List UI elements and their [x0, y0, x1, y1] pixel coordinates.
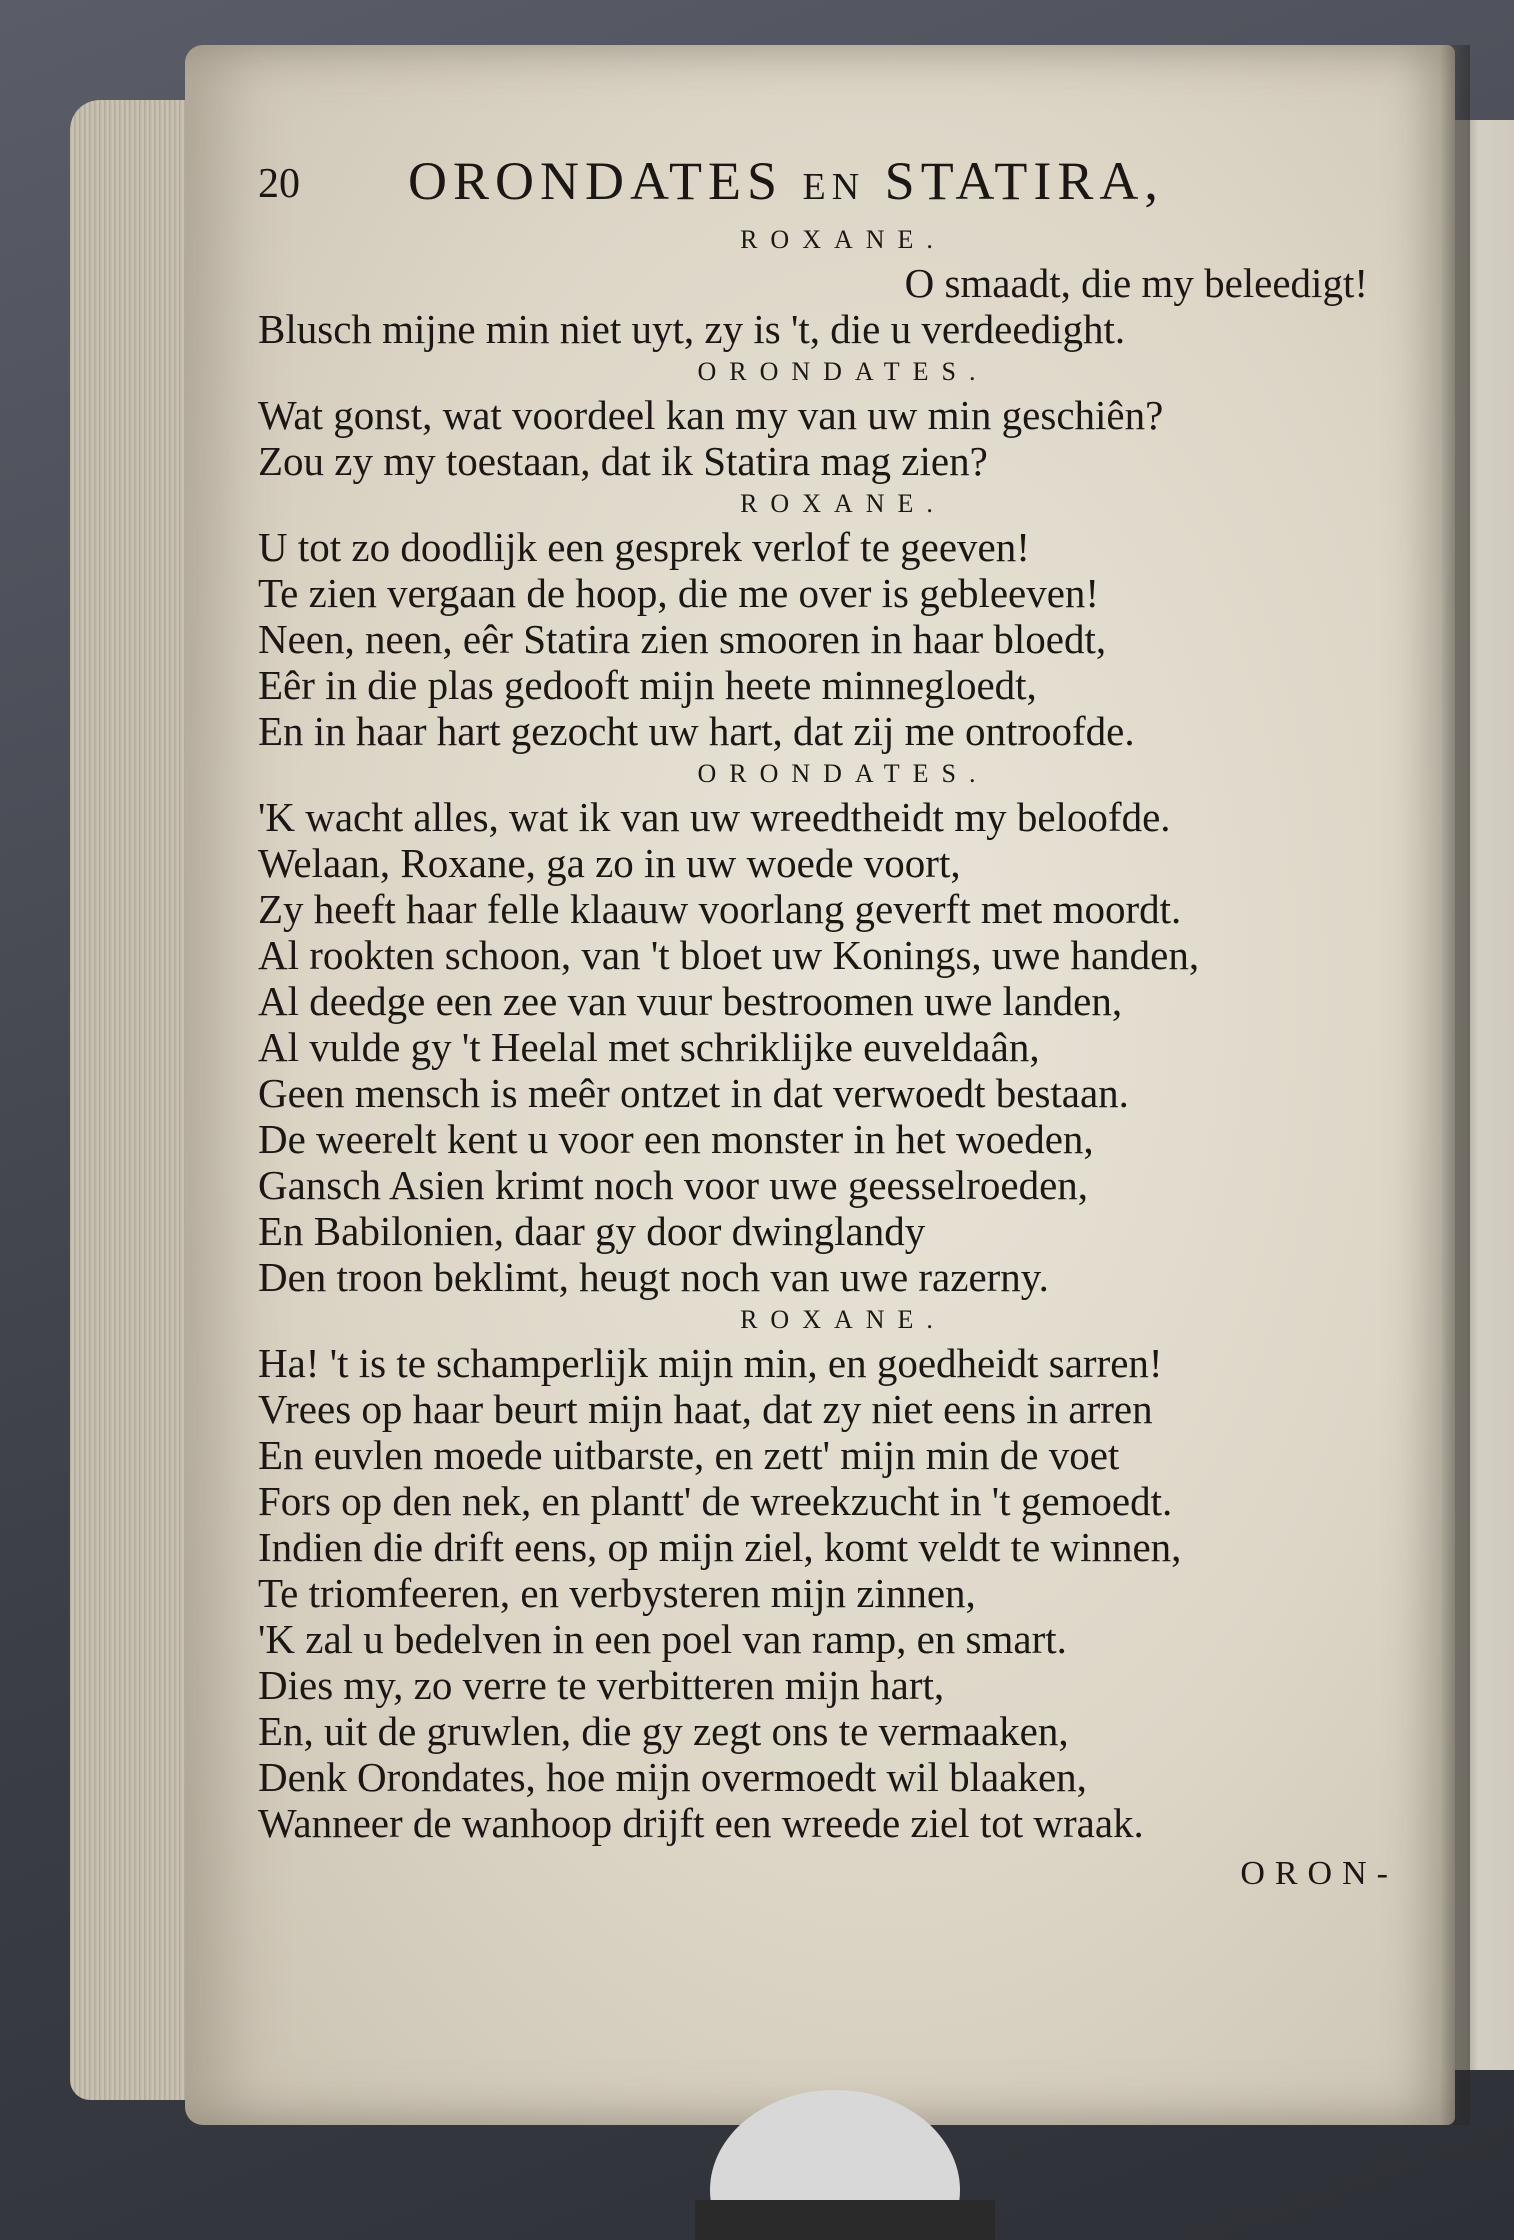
verse-line: De weerelt kent u voor een monster in het woeden, [258, 1116, 1094, 1162]
running-title: ORONDATES en STATIRA, [408, 151, 1164, 211]
verse-line: Neen, neen, eêr Statira zien smooren in haar bloedt, [258, 616, 1107, 662]
verse-line: Den troon beklimt, heugt noch van uwe razerny. [258, 1254, 1049, 1300]
verse-line: Wat gonst, wat voordeel kan my van uw min geschiên? [258, 392, 1164, 438]
verse-line: Al vulde gy 't Heelal met schriklijke euveldaân, [258, 1024, 1040, 1070]
verse-line: Vrees op haar beurt mijn haat, dat zy niet eens in arren [258, 1386, 1153, 1432]
verse-line: Indien die drift eens, op mijn ziel, komt veldt te winnen, [258, 1524, 1182, 1570]
verse-line: Geen mensch is meêr ontzet in dat verwoedt bestaan. [258, 1070, 1129, 1116]
verse-line: O smaadt, die my beleedigt! [904, 260, 1368, 306]
verse-line: En, uit de gruwlen, die gy zegt ons te vermaaken, [258, 1708, 1069, 1754]
verse-line: En in haar hart gezocht uw hart, dat zij me ontroofde. [258, 708, 1135, 754]
verse-line: Te zien vergaan de hoop, die me over is gebleeven! [258, 570, 1100, 616]
verse-line: Ha! 't is te schamperlijk mijn min, en goedheidt sarren! [258, 1340, 1163, 1386]
verse-line: En euvlen moede uitbarste, en zett' mijn min de voet [258, 1432, 1120, 1478]
verse-line: Gansch Asien krimt noch voor uwe geesselroeden, [258, 1162, 1089, 1208]
verse-line: En Babilonien, daar gy door dwinglandy [258, 1208, 926, 1254]
speaker-heading: ROXANE. [740, 489, 946, 518]
verse-line: Zy heeft haar felle klaauw voorlang geverft met moordt. [258, 886, 1182, 932]
running-head [258, 150, 1428, 220]
spine-shadow [1440, 45, 1470, 2125]
speaker-heading: ORONDATES. [697, 759, 989, 788]
verse-line: Al rookten schoon, van 't bloet uw Konings, uwe handen, [258, 932, 1200, 978]
speaker-heading: ROXANE. [740, 1305, 946, 1334]
verse-line: Dies my, zo verre te verbitteren mijn hart, [258, 1662, 945, 1708]
catchword: ORON- [1240, 1855, 1398, 1892]
verse-line: U tot zo doodlijk een gesprek verlof te geeven! [258, 524, 1030, 570]
verse-line: Al deedge een zee van vuur bestroomen uwe landen, [258, 978, 1123, 1024]
verse-line: Zou zy my toestaan, dat ik Statira mag zien? [258, 438, 988, 484]
page-text [258, 150, 1428, 1902]
bottom-tab [695, 2200, 995, 2240]
verse-line: Wanneer de wanhoop drijft een wreede ziel tot wraak. [258, 1800, 1144, 1846]
verse-line: Blusch mijne min niet uyt, zy is 't, die u verdeedight. [258, 306, 1126, 352]
verse-line: Fors op den nek, en plantt' de wreekzucht in 't gemoedt. [258, 1478, 1173, 1524]
verse-line: Welaan, Roxane, ga zo in uw woede voort, [258, 840, 961, 886]
verse-line: 'K wacht alles, wat ik van uw wreedtheidt my beloofde. [258, 794, 1171, 840]
verse-line: Denk Orondates, hoe mijn overmoedt wil blaaken, [258, 1754, 1087, 1800]
speaker-heading: ORONDATES. [697, 357, 989, 386]
passages [258, 220, 1428, 1846]
verse-line: Te triomfeeren, en verbysteren mijn zinnen, [258, 1570, 976, 1616]
speaker-heading: ROXANE. [740, 225, 946, 254]
page-number: 20 [258, 161, 300, 207]
verse-line: 'K zal u bedelven in een poel van ramp, en smart. [258, 1616, 1067, 1662]
verse-line: Eêr in die plas gedooft mijn heete minnegloedt, [258, 662, 1037, 708]
